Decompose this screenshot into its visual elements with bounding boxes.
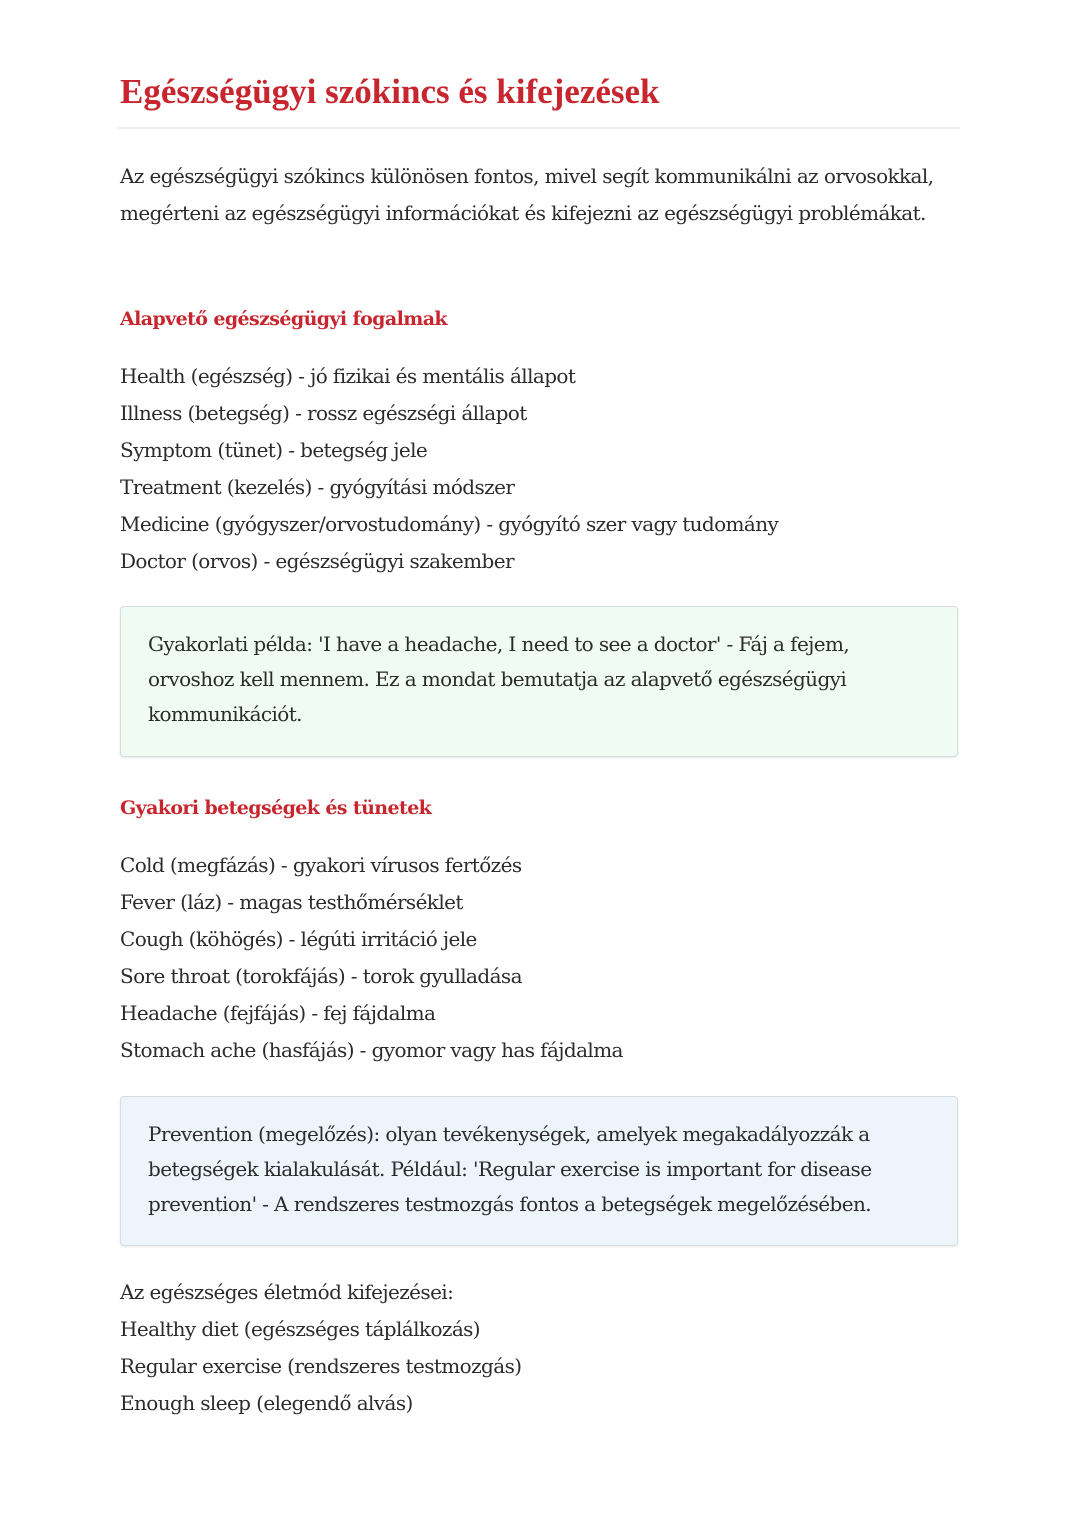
intro-paragraph: Az egészségügyi szókincs különösen fontos, mivel segít kommunikálni az orvosokkal, megérteni az egészségügyi információkat és kifejezni az egészségügyi problémákat.: [120, 164, 934, 225]
list-item: Sore throat (torokfájás) - torok gyulladása: [120, 964, 522, 988]
basic-concepts-list: [120, 358, 778, 580]
page-title: Egészségügyi szókincs és kifejezések: [120, 72, 660, 111]
list-item: Fever (láz) - magas testhőmérséklet: [120, 890, 463, 914]
lifestyle-list: [120, 1274, 521, 1422]
callout-text: Prevention (megelőzés): olyan tevékenységek, amelyek megakadályozzák a betegségek kialakulását. Például: 'Regular exercise is important for disease prevention' - A rendszeres testmozgás fontos a betegségek megelőzésében.: [148, 1122, 872, 1216]
practical-example-callout: [120, 606, 958, 757]
list-item: Treatment (kezelés) - gyógyítási módszer: [120, 475, 515, 499]
list-item: Cold (megfázás) - gyakori vírusos fertőzés: [120, 853, 522, 877]
section-heading-basic-concepts: Alapvető egészségügyi fogalmak: [120, 308, 447, 330]
list-item: Healthy diet (egészséges táplálkozás): [120, 1317, 481, 1341]
common-illnesses-list: [120, 847, 623, 1069]
list-item: Regular exercise (rendszeres testmozgás): [120, 1354, 522, 1378]
list-item: Medicine (gyógyszer/orvostudomány) - gyógyító szer vagy tudomány: [120, 512, 779, 536]
list-item: Doctor (orvos) - egészségügyi szakember: [120, 549, 514, 573]
title-divider: [118, 127, 960, 129]
prevention-callout: [120, 1096, 958, 1246]
list-item: Illness (betegség) - rossz egészségi állapot: [120, 401, 527, 425]
list-item: Headache (fejfájás) - fej fájdalma: [120, 1001, 436, 1025]
lifestyle-lead: Az egészséges életmód kifejezései:: [120, 1280, 454, 1304]
section-heading-common-illnesses: Gyakori betegségek és tünetek: [120, 797, 432, 819]
list-item: Health (egészség) - jó fizikai és mentális állapot: [120, 364, 576, 388]
list-item: Stomach ache (hasfájás) - gyomor vagy has fájdalma: [120, 1038, 623, 1062]
callout-text: Gyakorlati példa: 'I have a headache, I need to see a doctor' - Fáj a fejem, orvoshoz kell mennem. Ez a mondat bemutatja az alapvető egészségügyi kommunikációt.: [148, 632, 850, 726]
list-item: Symptom (tünet) - betegség jele: [120, 438, 428, 462]
list-item: Enough sleep (elegendő alvás): [120, 1391, 413, 1415]
list-item: Cough (köhögés) - légúti irritáció jele: [120, 927, 477, 951]
